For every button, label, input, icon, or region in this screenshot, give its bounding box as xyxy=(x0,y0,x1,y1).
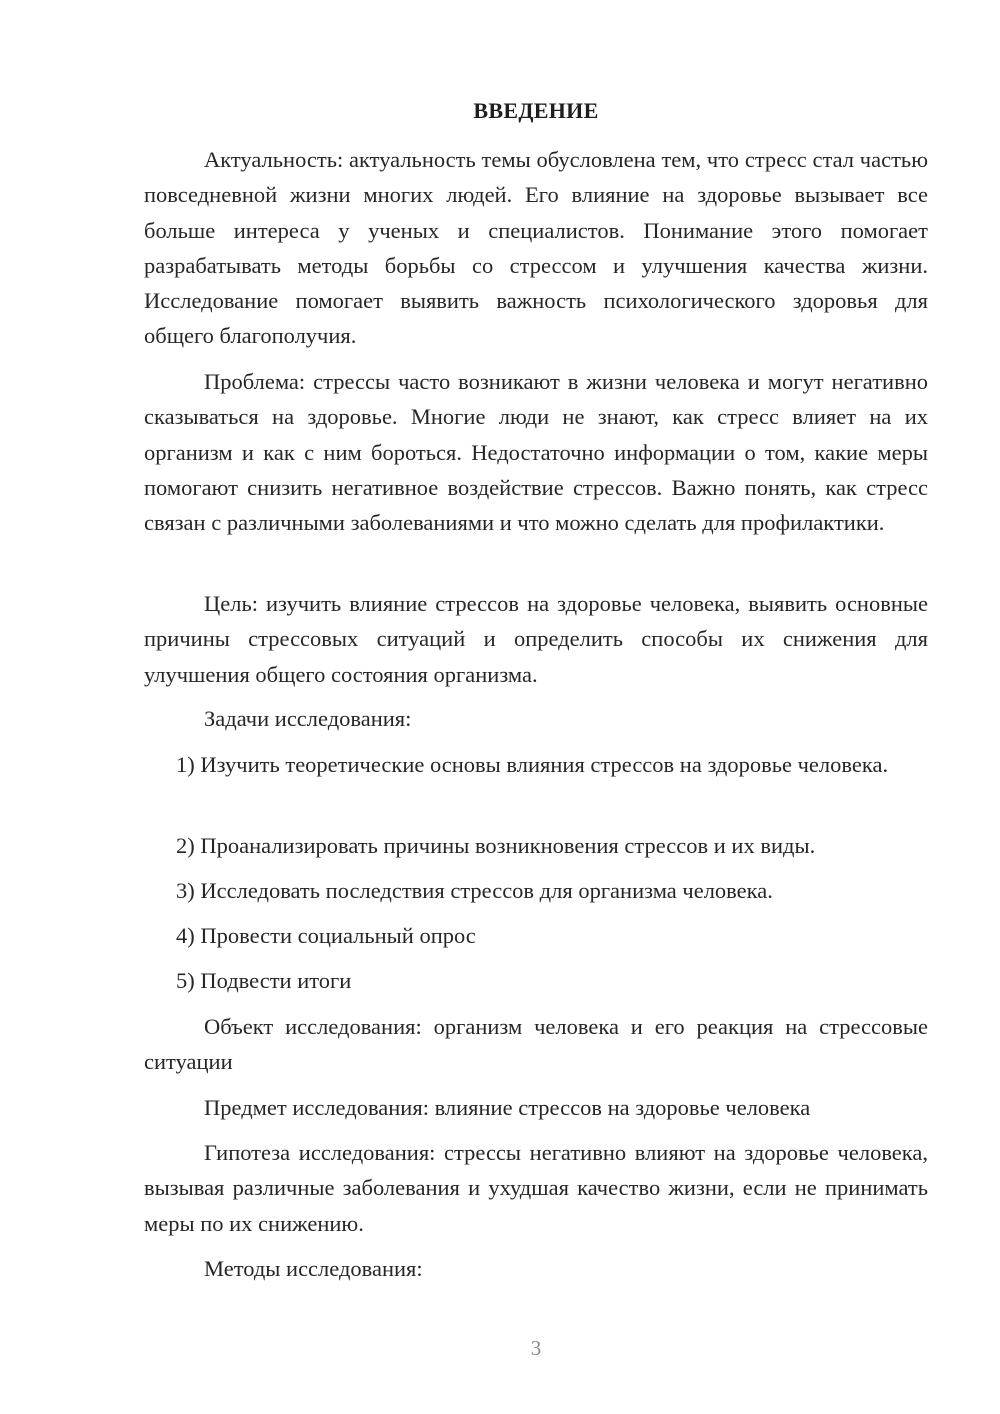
page-number: 3 xyxy=(530,1336,542,1360)
paragraph-problem: Проблема: стрессы часто возникают в жизни человека и могут негативно сказываться на здоровье. Многие люди не знают, как стресс влияет на их организм и как с ним бороться. Недостаточно информации о том, какие меры помогают снизить негативное воздействие стрессов. Важно понять, как стресс связан с различными заболеваниями и что можно сделать для профилактики. xyxy=(144,369,928,536)
task-item-3: 3) Исследовать последствия стрессов для организма человека. xyxy=(176,878,773,903)
paragraph-subject: Предмет исследования: влияние стрессов на здоровье человека xyxy=(204,1095,811,1120)
paragraph-methods-heading: Методы исследования: xyxy=(204,1256,423,1281)
task-item-5: 5) Подвести итоги xyxy=(176,968,352,993)
paragraph-object: Объект исследования: организм человека и его реакция на стрессовые ситуации xyxy=(144,1014,928,1075)
task-item-1: 1) Изучить теоретические основы влияния стрессов на здоровье человека. xyxy=(176,752,889,777)
task-item-4: 4) Провести социальный опрос xyxy=(176,923,476,948)
page-title: ВВЕДЕНИЕ xyxy=(473,98,599,123)
paragraph-tasks-heading: Задачи исследования: xyxy=(204,706,412,731)
paragraph-hypothesis: Гипотеза исследования: стрессы негативно влияют на здоровье человека, вызывая различные заболевания и ухудшая качество жизни, если не принимать меры по их снижению. xyxy=(144,1140,928,1236)
paragraph-relevance: Актуальность: актуальность темы обусловлена тем, что стресс стал частью повседневной жизни многих людей. Его влияние на здоровье вызывает все больше интереса у ученых и специалистов. Понимание этого помогает разрабатывать методы борьбы со стрессом и улучшения качества жизни. Исследование помогает выявить важность психологического здоровья для общего благополучия. xyxy=(144,147,928,349)
task-item-2: 2) Проанализировать причины возникновения стрессов и их виды. xyxy=(176,833,816,858)
paragraph-goal: Цель: изучить влияние стрессов на здоровье человека, выявить основные причины стрессовых ситуаций и определить способы их снижения для улучшения общего состояния организма. xyxy=(144,591,928,687)
